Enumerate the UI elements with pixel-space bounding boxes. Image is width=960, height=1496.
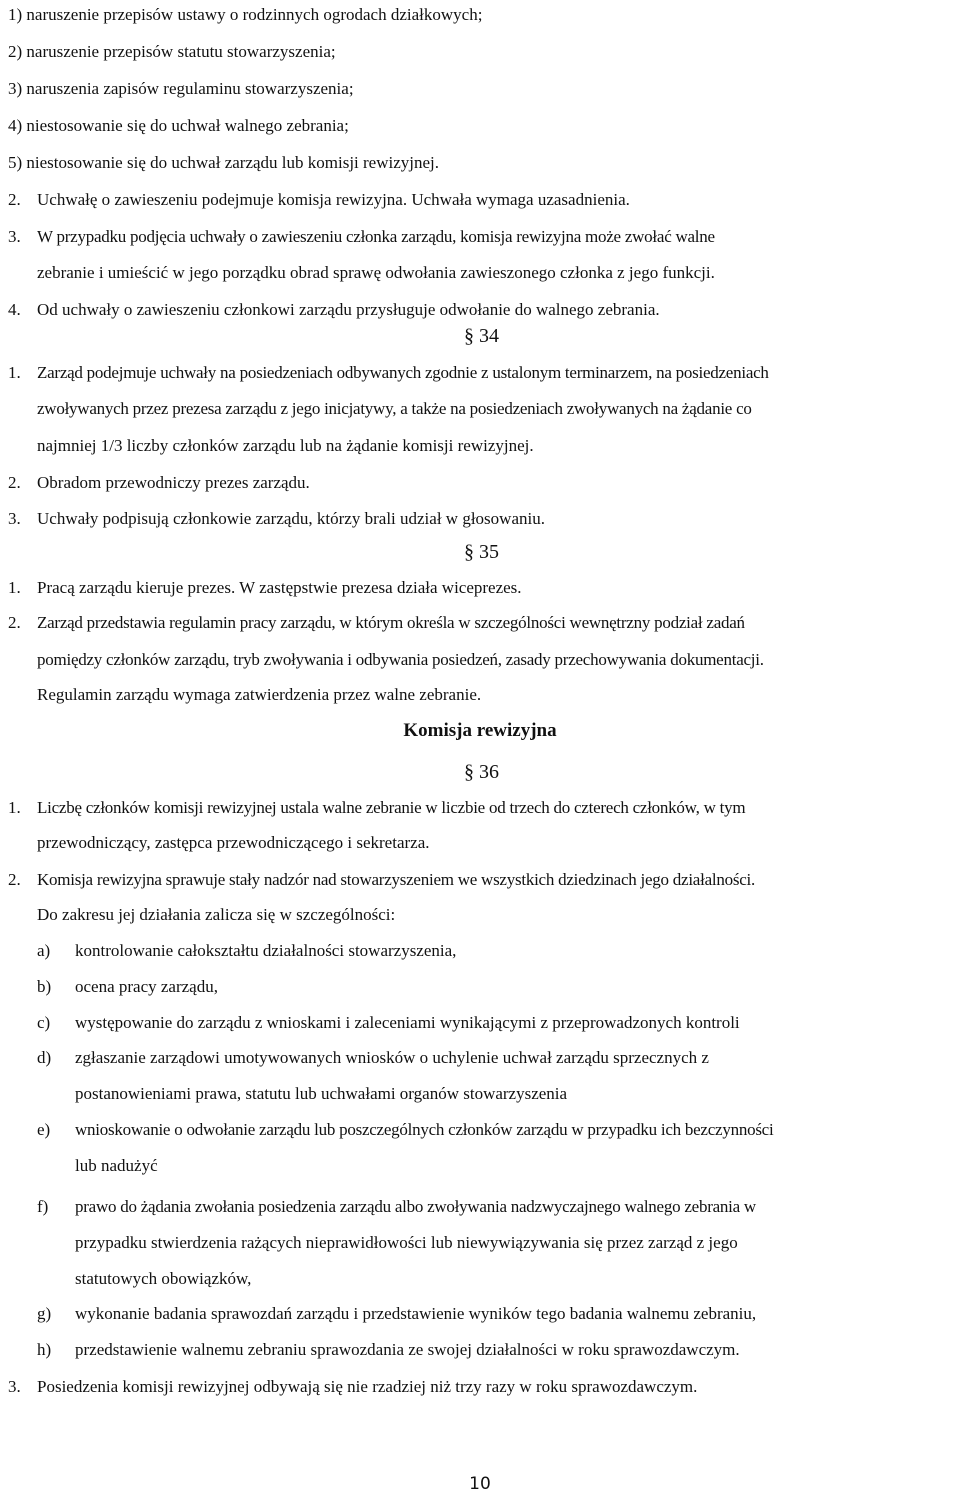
paragraph-text: Zarząd przedstawia regulamin pracy zarządu, w którym określa w szczególności wewnętrzny podział zadań (37, 613, 745, 632)
paragraph-number: 2. (8, 870, 21, 889)
paragraph-number: 2. (8, 613, 21, 632)
item-text: przedstawienie walnemu zebraniu sprawozdania ze swojej działalności w roku sprawozdawczym. (75, 1340, 740, 1359)
paragraph-number: 3. (8, 227, 21, 246)
paragraph-number: 1. (8, 363, 21, 382)
paragraph-text: W przypadku podjęcia uchwały o zawieszeniu członka zarządu, komisja rewizyjna może zwołać walne (37, 227, 715, 246)
item-label: d) (37, 1048, 52, 1067)
paragraph-text: Liczbę członków komisji rewizyjnej ustala walne zebranie w liczbie od trzech do czterech członków, w tym (37, 798, 746, 817)
list-item: 3) naruszenia zapisów regulaminu stowarzyszenia; (8, 79, 354, 98)
paragraph-number: 2. (8, 473, 21, 492)
paragraph-text: najmniej 1/3 liczby członków zarządu lub na żądanie komisji rewizyjnej. (37, 436, 534, 455)
item-text: zgłaszanie zarządowi umotywowanych wniosków o uchylenie uchwał zarządu sprzecznych z (75, 1048, 709, 1067)
item-label: c) (37, 1013, 51, 1032)
paragraph-number: 3. (8, 1377, 21, 1396)
item-text: statutowych obowiązków, (75, 1269, 252, 1288)
paragraph-text: Uchwałę o zawieszeniu podejmuje komisja rewizyjna. Uchwała wymaga uzasadnienia. (37, 190, 630, 209)
item-label: h) (37, 1340, 52, 1359)
item-label: f) (37, 1197, 49, 1216)
list-item: 1) naruszenie przepisów ustawy o rodzinnych ogrodach działkowych; (8, 5, 483, 24)
item-label: e) (37, 1120, 51, 1139)
paragraph-number: 1. (8, 578, 21, 597)
item-text: wnioskowanie o odwołanie zarządu lub poszczególnych członków zarządu w przypadku ich bezczynności (75, 1120, 774, 1139)
item-text: wykonanie badania sprawozdań zarządu i przedstawienie wyników tego badania walnemu zebraniu, (75, 1304, 757, 1323)
paragraph-text: pomiędzy członków zarządu, tryb zwoływania i odbywania posiedzeń, zasady przechowywania dokumentacji. (37, 650, 764, 669)
item-text: prawo do żądania zwołania posiedzenia zarządu albo zwoływania nadzwyczajnego walnego zebrania w (75, 1197, 756, 1216)
item-label: b) (37, 977, 52, 996)
item-text: kontrolowanie całokształtu działalności stowarzyszenia, (75, 941, 457, 960)
paragraph-text: Komisja rewizyjna sprawuje stały nadzór nad stowarzyszeniem we wszystkich dziedzinach jego działalności. (37, 870, 755, 889)
paragraph-number: 3. (8, 509, 21, 528)
item-text: występowanie do zarządu z wnioskami i zaleceniami wynikającymi z przeprowadzonych kontroli (75, 1013, 740, 1032)
list-item: 4) niestosowanie się do uchwał walnego zebrania; (8, 116, 349, 135)
item-text: ocena pracy zarządu, (75, 977, 218, 996)
item-text: przypadku stwierdzenia rażących nieprawidłowości lub niewywiązywania się przez zarząd z jego (75, 1233, 738, 1252)
item-text: lub nadużyć (75, 1156, 158, 1175)
paragraph-text: zwoływanych przez prezesa zarządu z jego inicjatywy, a także na posiedzeniach zwoływanych na żądanie co (37, 399, 752, 418)
paragraph-text: Uchwały podpisują członkowie zarządu, którzy brali udział w głosowaniu. (37, 509, 545, 528)
list-item: 2) naruszenie przepisów statutu stowarzyszenia; (8, 42, 336, 61)
section-heading: § 36 (464, 761, 499, 783)
item-text: postanowieniami prawa, statutu lub uchwałami organów stowarzyszenia (75, 1084, 568, 1103)
paragraph-text: Do zakresu jej działania zalicza się w szczególności: (37, 905, 396, 924)
paragraph-number: 4. (8, 300, 21, 319)
list-item: 5) niestosowanie się do uchwał zarządu lub komisji rewizyjnej. (8, 153, 440, 172)
paragraph-number: 2. (8, 190, 21, 209)
paragraph-text: przewodniczący, zastępca przewodniczącego i sekretarza. (37, 833, 430, 852)
paragraph-text: Regulamin zarządu wymaga zatwierdzenia przez walne zebranie. (37, 685, 482, 704)
item-label: a) (37, 941, 51, 960)
paragraph-text: Pracą zarządu kieruje prezes. W zastępstwie prezesa działa wiceprezes. (37, 578, 522, 597)
paragraph-text: Obradom przewodniczy prezes zarządu. (37, 473, 310, 492)
section-title: Komisja rewizyjna (403, 720, 557, 741)
item-label: g) (37, 1304, 52, 1323)
paragraph-text: Posiedzenia komisji rewizyjnej odbywają się nie rzadziej niż trzy razy w roku sprawozdawczym. (37, 1377, 698, 1396)
section-heading: § 34 (464, 325, 499, 347)
paragraph-text: zebranie i umieścić w jego porządku obrad sprawę odwołania zawieszonego członka z jego funkcji. (37, 263, 715, 282)
paragraph-text: Od uchwały o zawieszeniu członkowi zarządu przysługuje odwołanie do walnego zebrania. (37, 300, 660, 319)
section-heading: § 35 (464, 541, 499, 563)
paragraph-number: 1. (8, 798, 21, 817)
paragraph-text: Zarząd podejmuje uchwały na posiedzeniach odbywanych zgodnie z ustalonym terminarzem, na posiedzeniach (37, 363, 769, 382)
page-number: 10 (469, 1474, 491, 1494)
